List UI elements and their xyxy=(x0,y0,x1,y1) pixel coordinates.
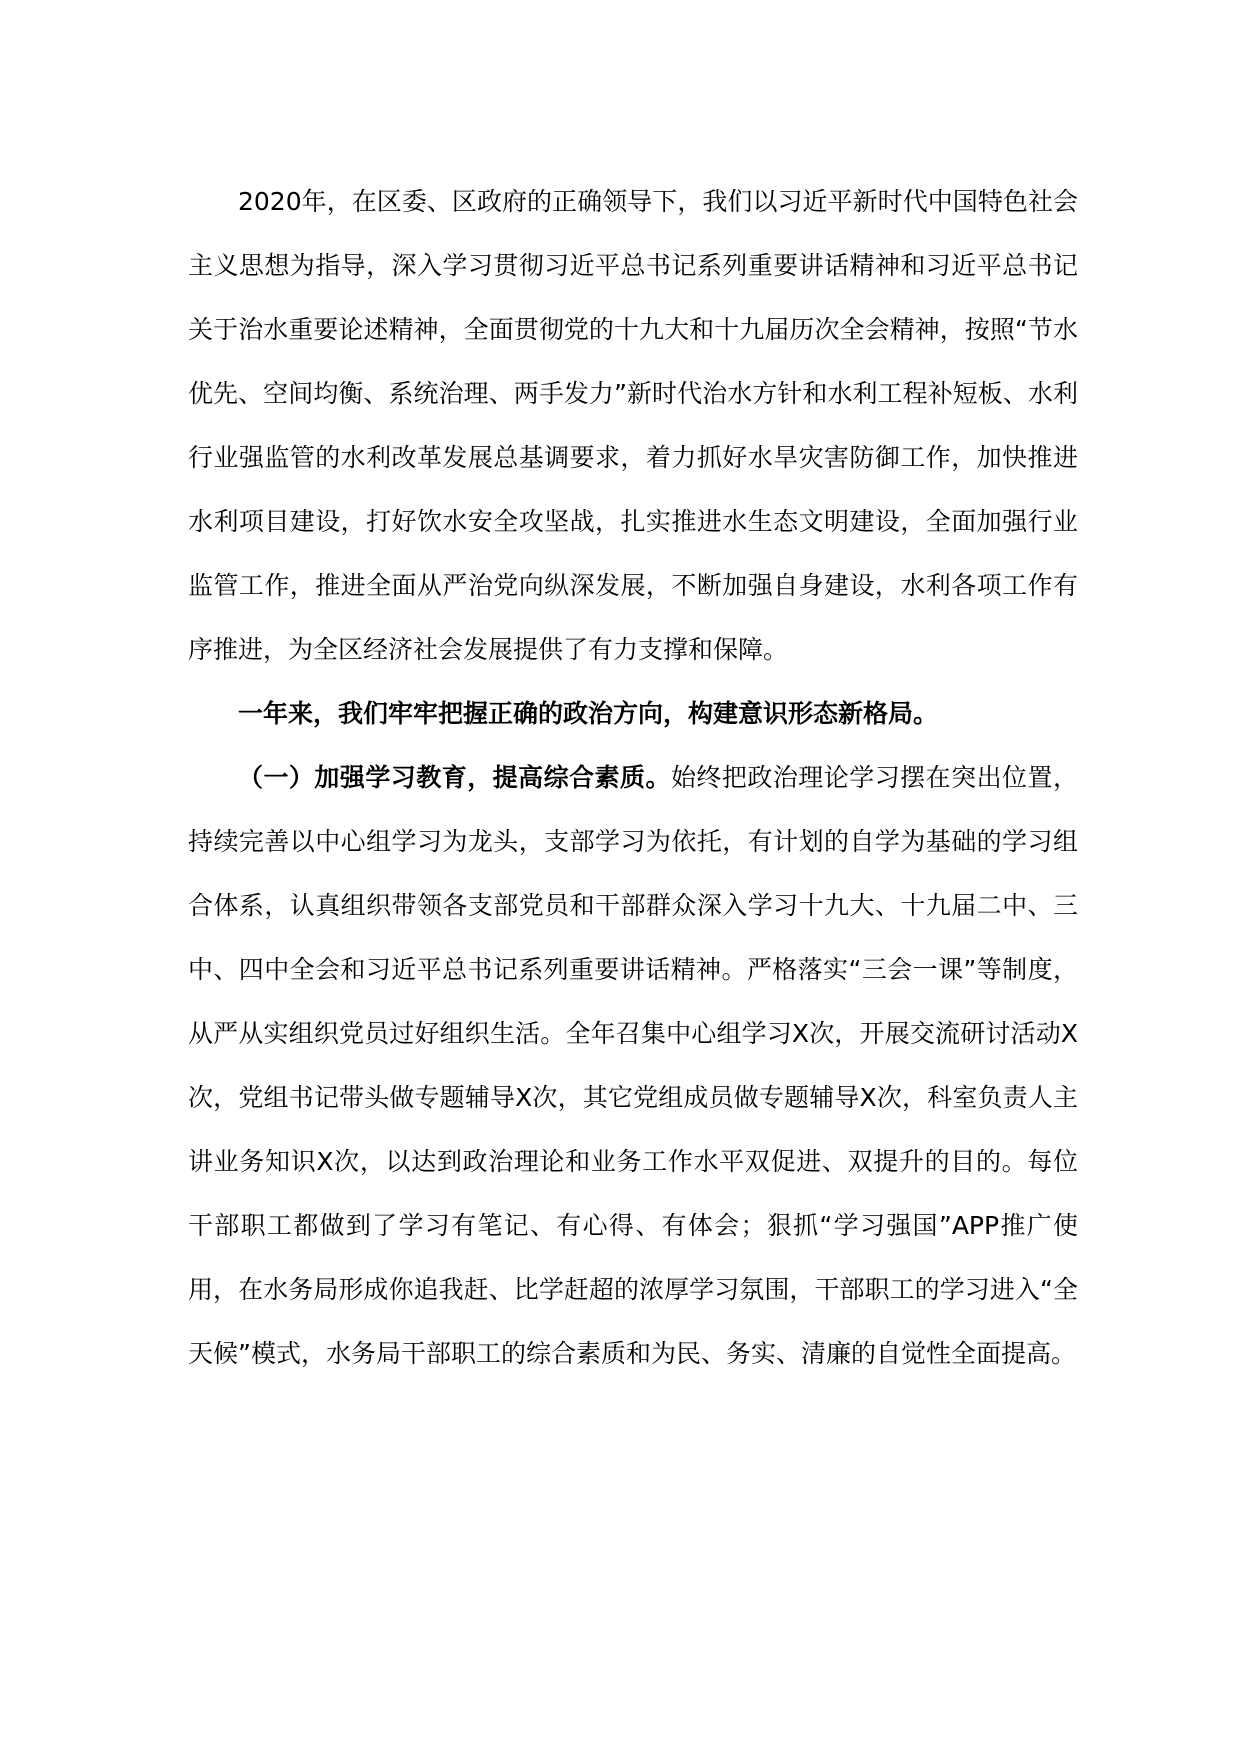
section-1-text: 始终把政治理论学习摆在突出位置，持续完善以中心组学习为龙头，支部学习为依托，有计划的自学为基础的学习组合体系，认真组织带领各支部党员和干部群众深入学习十九大、十九届二中、三中、四中全会和习近平总书记系列重要讲话精神。严格落实“三会一课”等制度，从严从实组织党员过好组织生活。全年召集中心组学习X次，开展交流研讨活动X次，党组书记带头做专题辅导X次，其它党组成员做专题辅导X次，科室负责人主讲业务知识X次，以达到政治理论和业务工作水平双促进、双提升的目的。每位干部职工都做到了学习有笔记、有心得、有体会；狠抓“学习强国”APP推广使用，在水务局形成你追我赶、比学赶超的浓厚学习氛围，干部职工的学习进入“全天候”模式，水务局干部职工的综合素质和为民、务实、清廉的自觉性全面提高。 xyxy=(188,763,1078,1368)
document-body xyxy=(188,170,1078,1386)
section-heading xyxy=(188,682,1078,746)
section-1-lead: （一）加强学习教育，提高综合素质。 xyxy=(238,763,671,792)
paragraph-intro-text: 2020年，在区委、区政府的正确领导下，我们以习近平新时代中国特色社会主义思想为指导，深入学习贯彻习近平总书记系列重要讲话精神和习近平总书记关于治水重要论述精神，全面贯彻党的十九大和十九届历次全会精神，按照“节水优先、空间均衡、系统治理、两手发力”新时代治水方针和水利工程补短板、水利行业强监管的水利改革发展总基调要求，着力抓好水旱灾害防御工作，加快推进水利项目建设，打好饮水安全攻坚战，扎实推进水生态文明建设，全面加强行业监管工作，推进全面从严治党向纵深发展，不断加强自身建设，水利各项工作有序推进，为全区经济社会发展提供了有力支撑和保障。 xyxy=(188,187,1078,664)
paragraph-intro xyxy=(188,170,1078,682)
section-heading-text: 一年来，我们牢牢把握正确的政治方向，构建意识形态新格局。 xyxy=(238,699,939,728)
paragraph-section-1 xyxy=(188,746,1078,1386)
